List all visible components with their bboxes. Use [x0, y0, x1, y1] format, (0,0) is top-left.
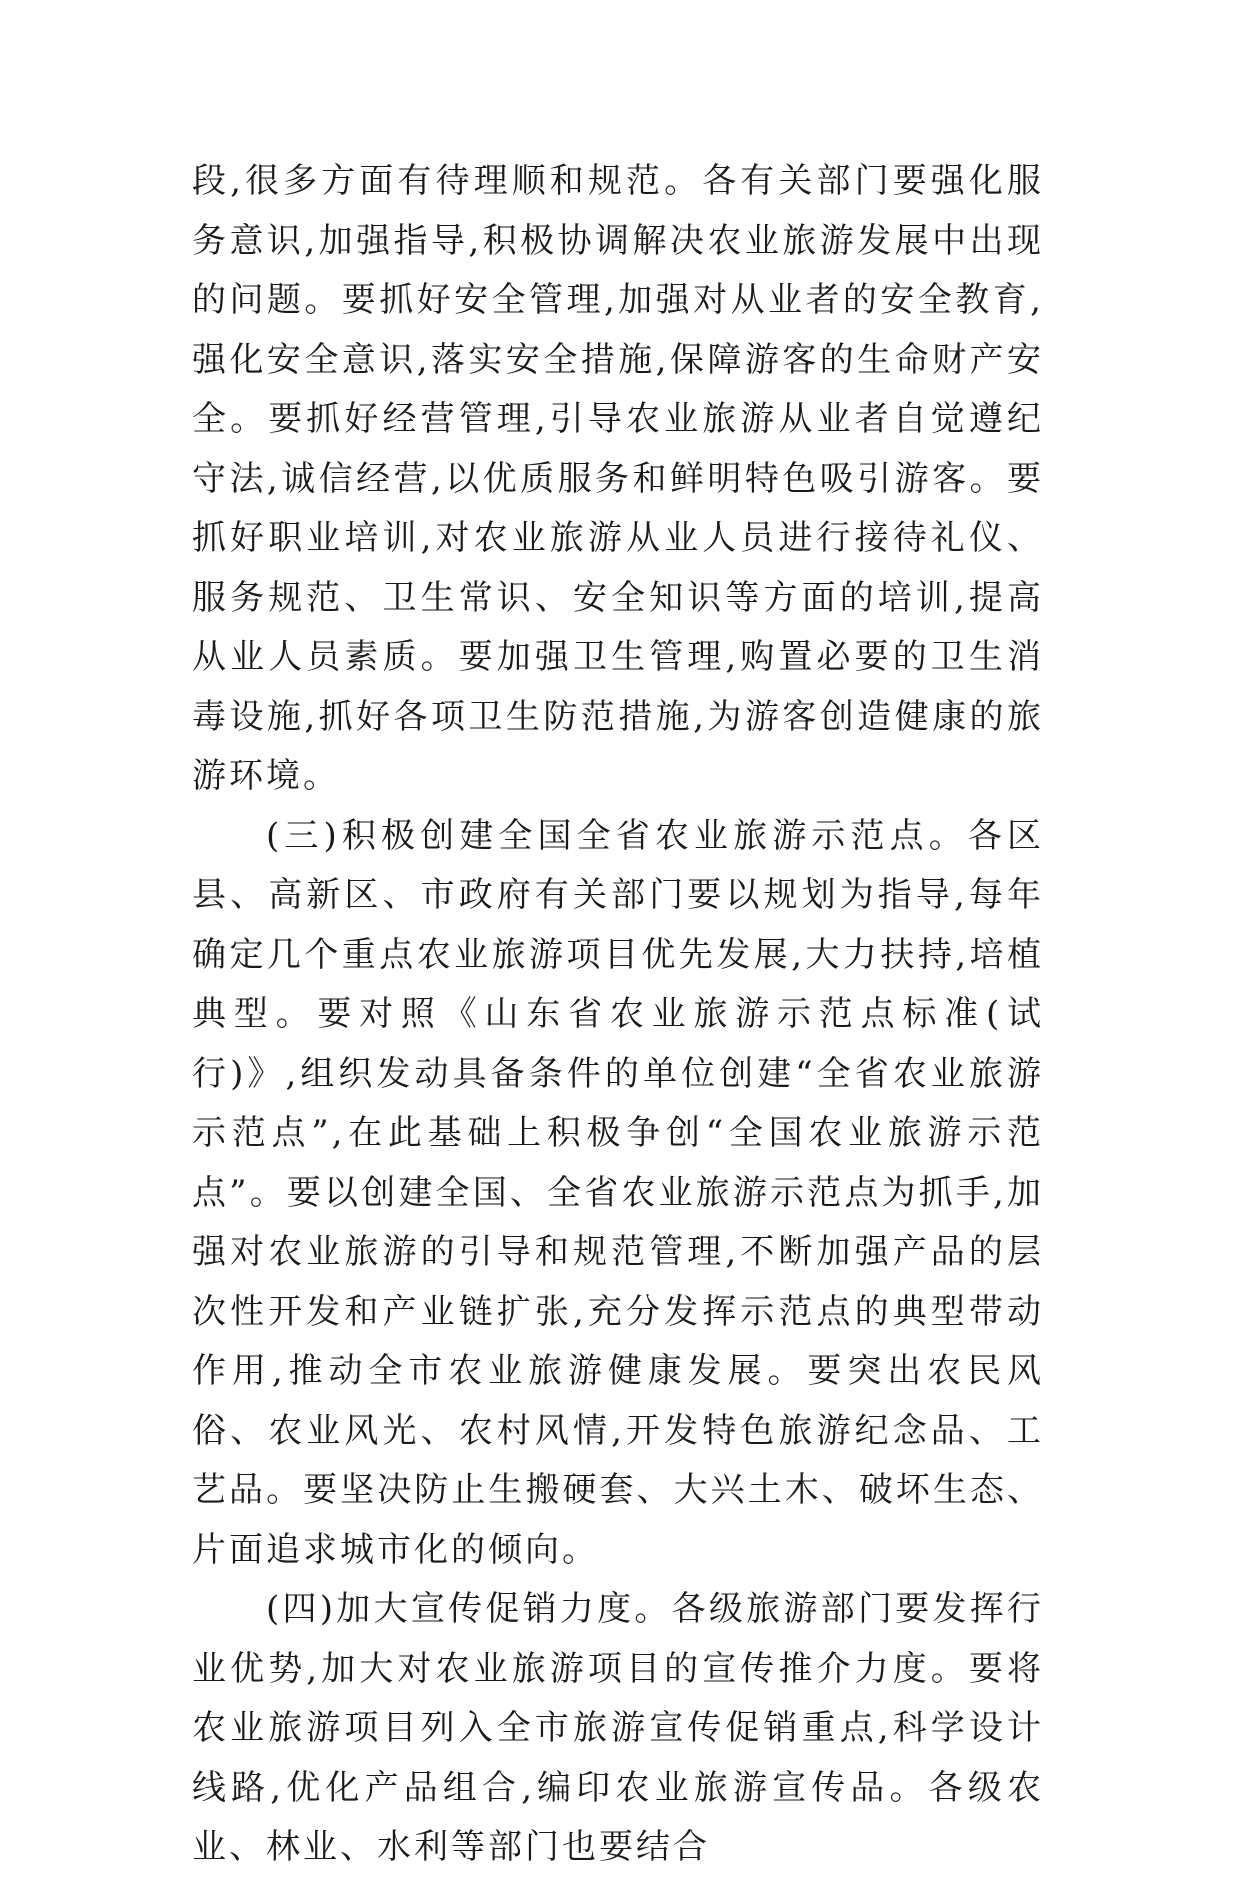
paragraph-service-management: 段,很多方面有待理顺和规范。各有关部门要强化服务意识,加强指导,积极协调解决农业旅游发展中出现的问题。要抓好安全管理,加强对从业者的安全教育,强化安全意识,落实安全措施,保障游客的生命财产安全。要抓好经营管理,引导农业旅游从业者自觉遵纪守法,诚信经营,以优质服务和鲜明特色吸引游客。要抓好职业培训,对农业旅游从业人员进行接待礼仪、服务规范、卫生常识、安全知识等方面的培训,提高从业人员素质。要加强卫生管理,购置必要的卫生消毒设施,抓好各项卫生防范措施,为游客创造健康的旅游环境。: [192, 161, 1044, 796]
document-body: [192, 152, 1044, 1878]
paragraph-promotion: (四)加大宣传促销力度。各级旅游部门要发挥行业优势,加大对农业旅游项目的宣传推介力度。要将农业旅游项目列入全市旅游宣传促销重点,科学设计线路,优化产品组合,编印农业旅游宣传品。各级农业、林业、水利等部门也要结合: [192, 1589, 1044, 1867]
paragraph-demonstration-sites: (三)积极创建全国全省农业旅游示范点。各区县、高新区、市政府有关部门要以规划为指导,每年确定几个重点农业旅游项目优先发展,大力扶持,培植典型。要对照《山东省农业旅游示范点标准(试行)》,组织发动具备条件的单位创建“全省农业旅游示范点”,在此基础上积极争创“全国农业旅游示范点”。要以创建全国、全省农业旅游示范点为抓手,加强对农业旅游的引导和规范管理,不断加强产品的层次性开发和产业链扩张,充分发挥示范点的典型带动作用,推动全市农业旅游健康发展。要突出农民风俗、农业风光、农村风情,开发特色旅游纪念品、工艺品。要坚决防止生搬硬套、大兴土木、破坏生态、片面追求城市化的倾向。: [192, 815, 1044, 1570]
